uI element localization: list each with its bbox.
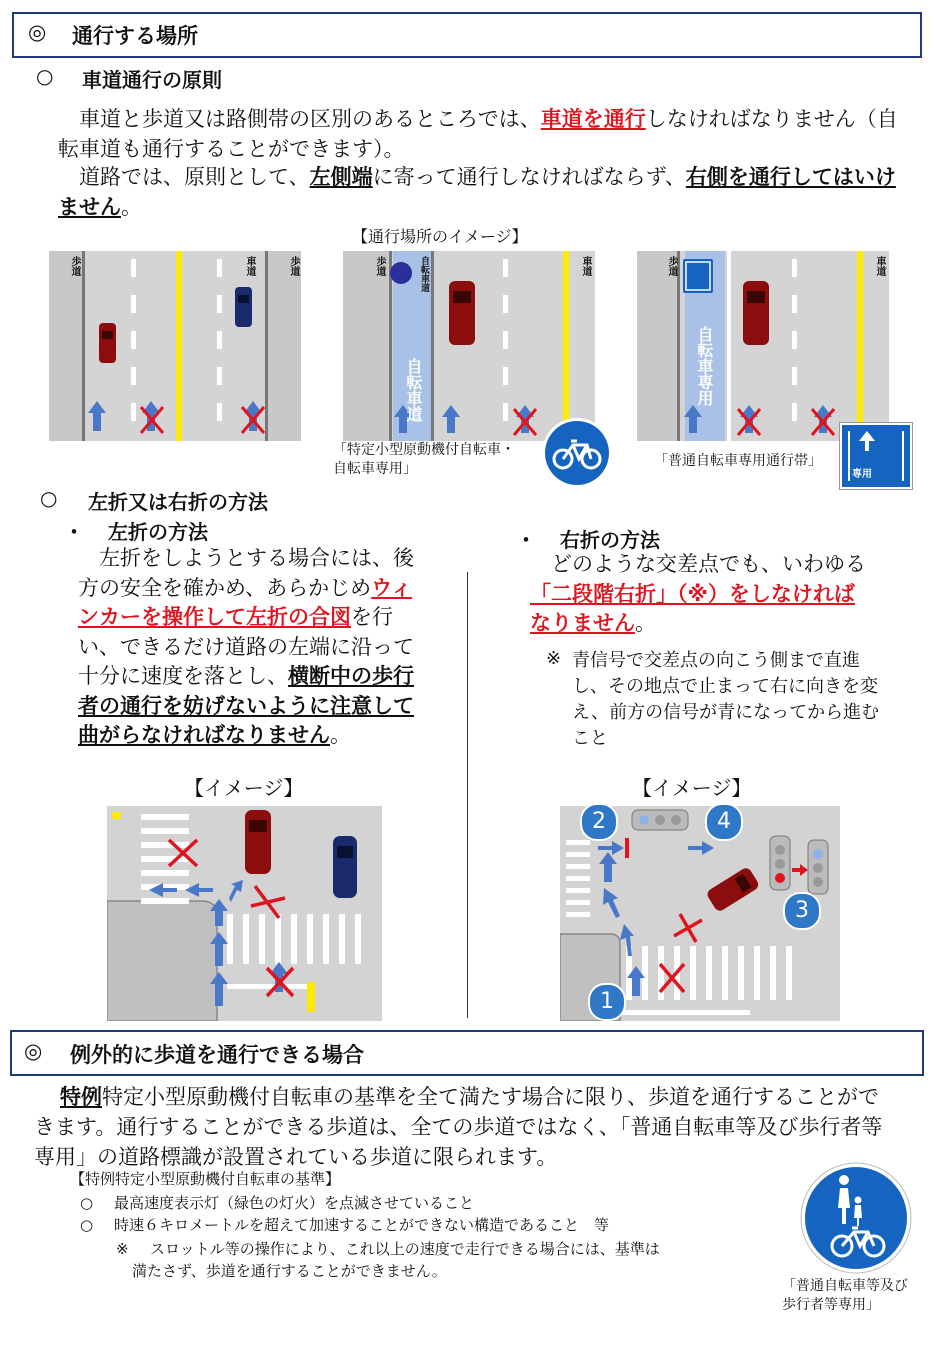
criteria-note-2: 満たさず、歩道を通行することができません。: [132, 1262, 447, 1280]
fig2-bike-road-text: 自転車道: [404, 358, 423, 422]
right-turn-note-mark: ※: [546, 648, 562, 669]
drive-on-roadway: 車道を通行: [540, 107, 646, 131]
right-turn-title: 右折の方法: [560, 528, 660, 552]
principle-paragraph-1: 車道と歩道又は路側帯の区別のあるところでは、車道を通行しなければなりません（自転車道も通行することができます）。: [58, 107, 898, 161]
fig3-caption: 「普通自転車専用通行帯」: [654, 453, 822, 469]
step-2-icon: 2: [580, 803, 618, 841]
road-figure-3: [637, 251, 889, 441]
road-figure-1: [49, 251, 301, 441]
sign-caption-1: 「普通自転車等及び: [782, 1278, 908, 1294]
fig2-roadway: 車道: [580, 256, 591, 276]
fig3-roadway: 車道: [874, 256, 885, 276]
turn-mark: ○: [40, 486, 58, 510]
bicycle-pedestrian-sign-icon: [800, 1162, 912, 1274]
right-turn-bullet: ・: [516, 528, 536, 552]
principle-title: 車道通行の原則: [82, 68, 222, 92]
bike-lane-sign-icon: [840, 423, 912, 489]
step-3-icon: 3: [783, 892, 821, 930]
section-title-1: 通行する場所: [72, 24, 198, 48]
principle-paragraph-2: 道路では、原則として、左側端に寄って通行しなければならず、右側を通行してはいけません。: [58, 165, 896, 219]
section-mark-2: ◎: [24, 1039, 43, 1063]
right-turn-image-label: 【イメージ】: [632, 776, 752, 800]
step-1-icon: 1: [588, 983, 626, 1021]
left-turn-image-label: 【イメージ】: [184, 776, 304, 800]
left-turn-text: 左折をしようとする場合には、後方の安全を確かめ、あらかじめウィンカーを操作して左折の合図を行い、できるだけ道路の左端に沿って十分に速度を落とし、横断中の歩行者の通行を妨げないように注意して曲がらなければなりません。: [78, 546, 414, 747]
right-turn-text: どのような交差点でも、いわゆる「二段階右折」（※）をしなければなりません。: [530, 552, 866, 635]
criteria-note-1: スロットル等の操作により、これ以上の速度で走行できる場合には、基準は: [150, 1240, 660, 1258]
exception-paragraph: 特例特定小型原動機付自転車の基準を全て満たす場合に限り、歩道を通行することができます。通行することができる歩道は、全ての歩道ではなく、「普通自転車等及び歩行者等専用」の道路標識が設置されている歩道に限られます。: [34, 1085, 883, 1169]
step-4-icon: 4: [705, 803, 743, 841]
fig1-sidewalk-right: 歩道: [288, 256, 299, 276]
turn-title: 左折又は右折の方法: [88, 490, 268, 514]
criteria-title: 【特例特定小型原動機付自転車の基準】: [70, 1170, 341, 1188]
criteria-item-2-mark: ○: [80, 1216, 94, 1234]
criteria-item-1-mark: ○: [80, 1194, 94, 1212]
sign-small-text: 専用: [852, 469, 872, 480]
left-turn-figure: [107, 806, 382, 1021]
road-figure-2: [343, 251, 595, 441]
criteria-item-2: 時速６キロメートルを超えて加速することができない構造であること 等: [114, 1216, 610, 1234]
bike-only-sign-icon: [541, 417, 613, 489]
fig1-roadway: 車道: [244, 256, 255, 276]
criteria-item-1: 最高速度表示灯（緑色の灯火）を点滅させていること: [114, 1194, 475, 1212]
criteria-note-mark: ※: [116, 1240, 129, 1258]
fig2-sidewalk: 歩道: [374, 256, 385, 276]
column-divider: [467, 572, 468, 1018]
principle-mark: ○: [36, 64, 54, 88]
fig2-caption-2: 自転車専用」: [333, 461, 417, 477]
image-caption: 【通行場所のイメージ】: [352, 227, 528, 246]
left-turn-bullet: ・: [64, 520, 84, 544]
section-title-2: 例外的に歩道を通行できる場合: [70, 1043, 364, 1067]
fig3-bike-only-text: 自転車専用: [695, 326, 714, 406]
sign-caption-2: 歩行者等専用」: [782, 1297, 880, 1313]
right-turn-note: 青信号で交差点の向こう側まで直進し、その地点で止まって右に向きを変え、前方の信号が青になってから進むこと: [572, 650, 880, 749]
fig2-bike-lane-label: 自転車道: [419, 256, 429, 292]
fig3-sidewalk: 歩道: [666, 256, 677, 276]
fig2-caption-1: 「特定小型原動機付自転車・: [333, 442, 515, 458]
section-mark-1: ◎: [28, 20, 47, 44]
left-turn-title: 左折の方法: [108, 520, 208, 544]
fig1-sidewalk-left: 歩道: [69, 256, 80, 276]
